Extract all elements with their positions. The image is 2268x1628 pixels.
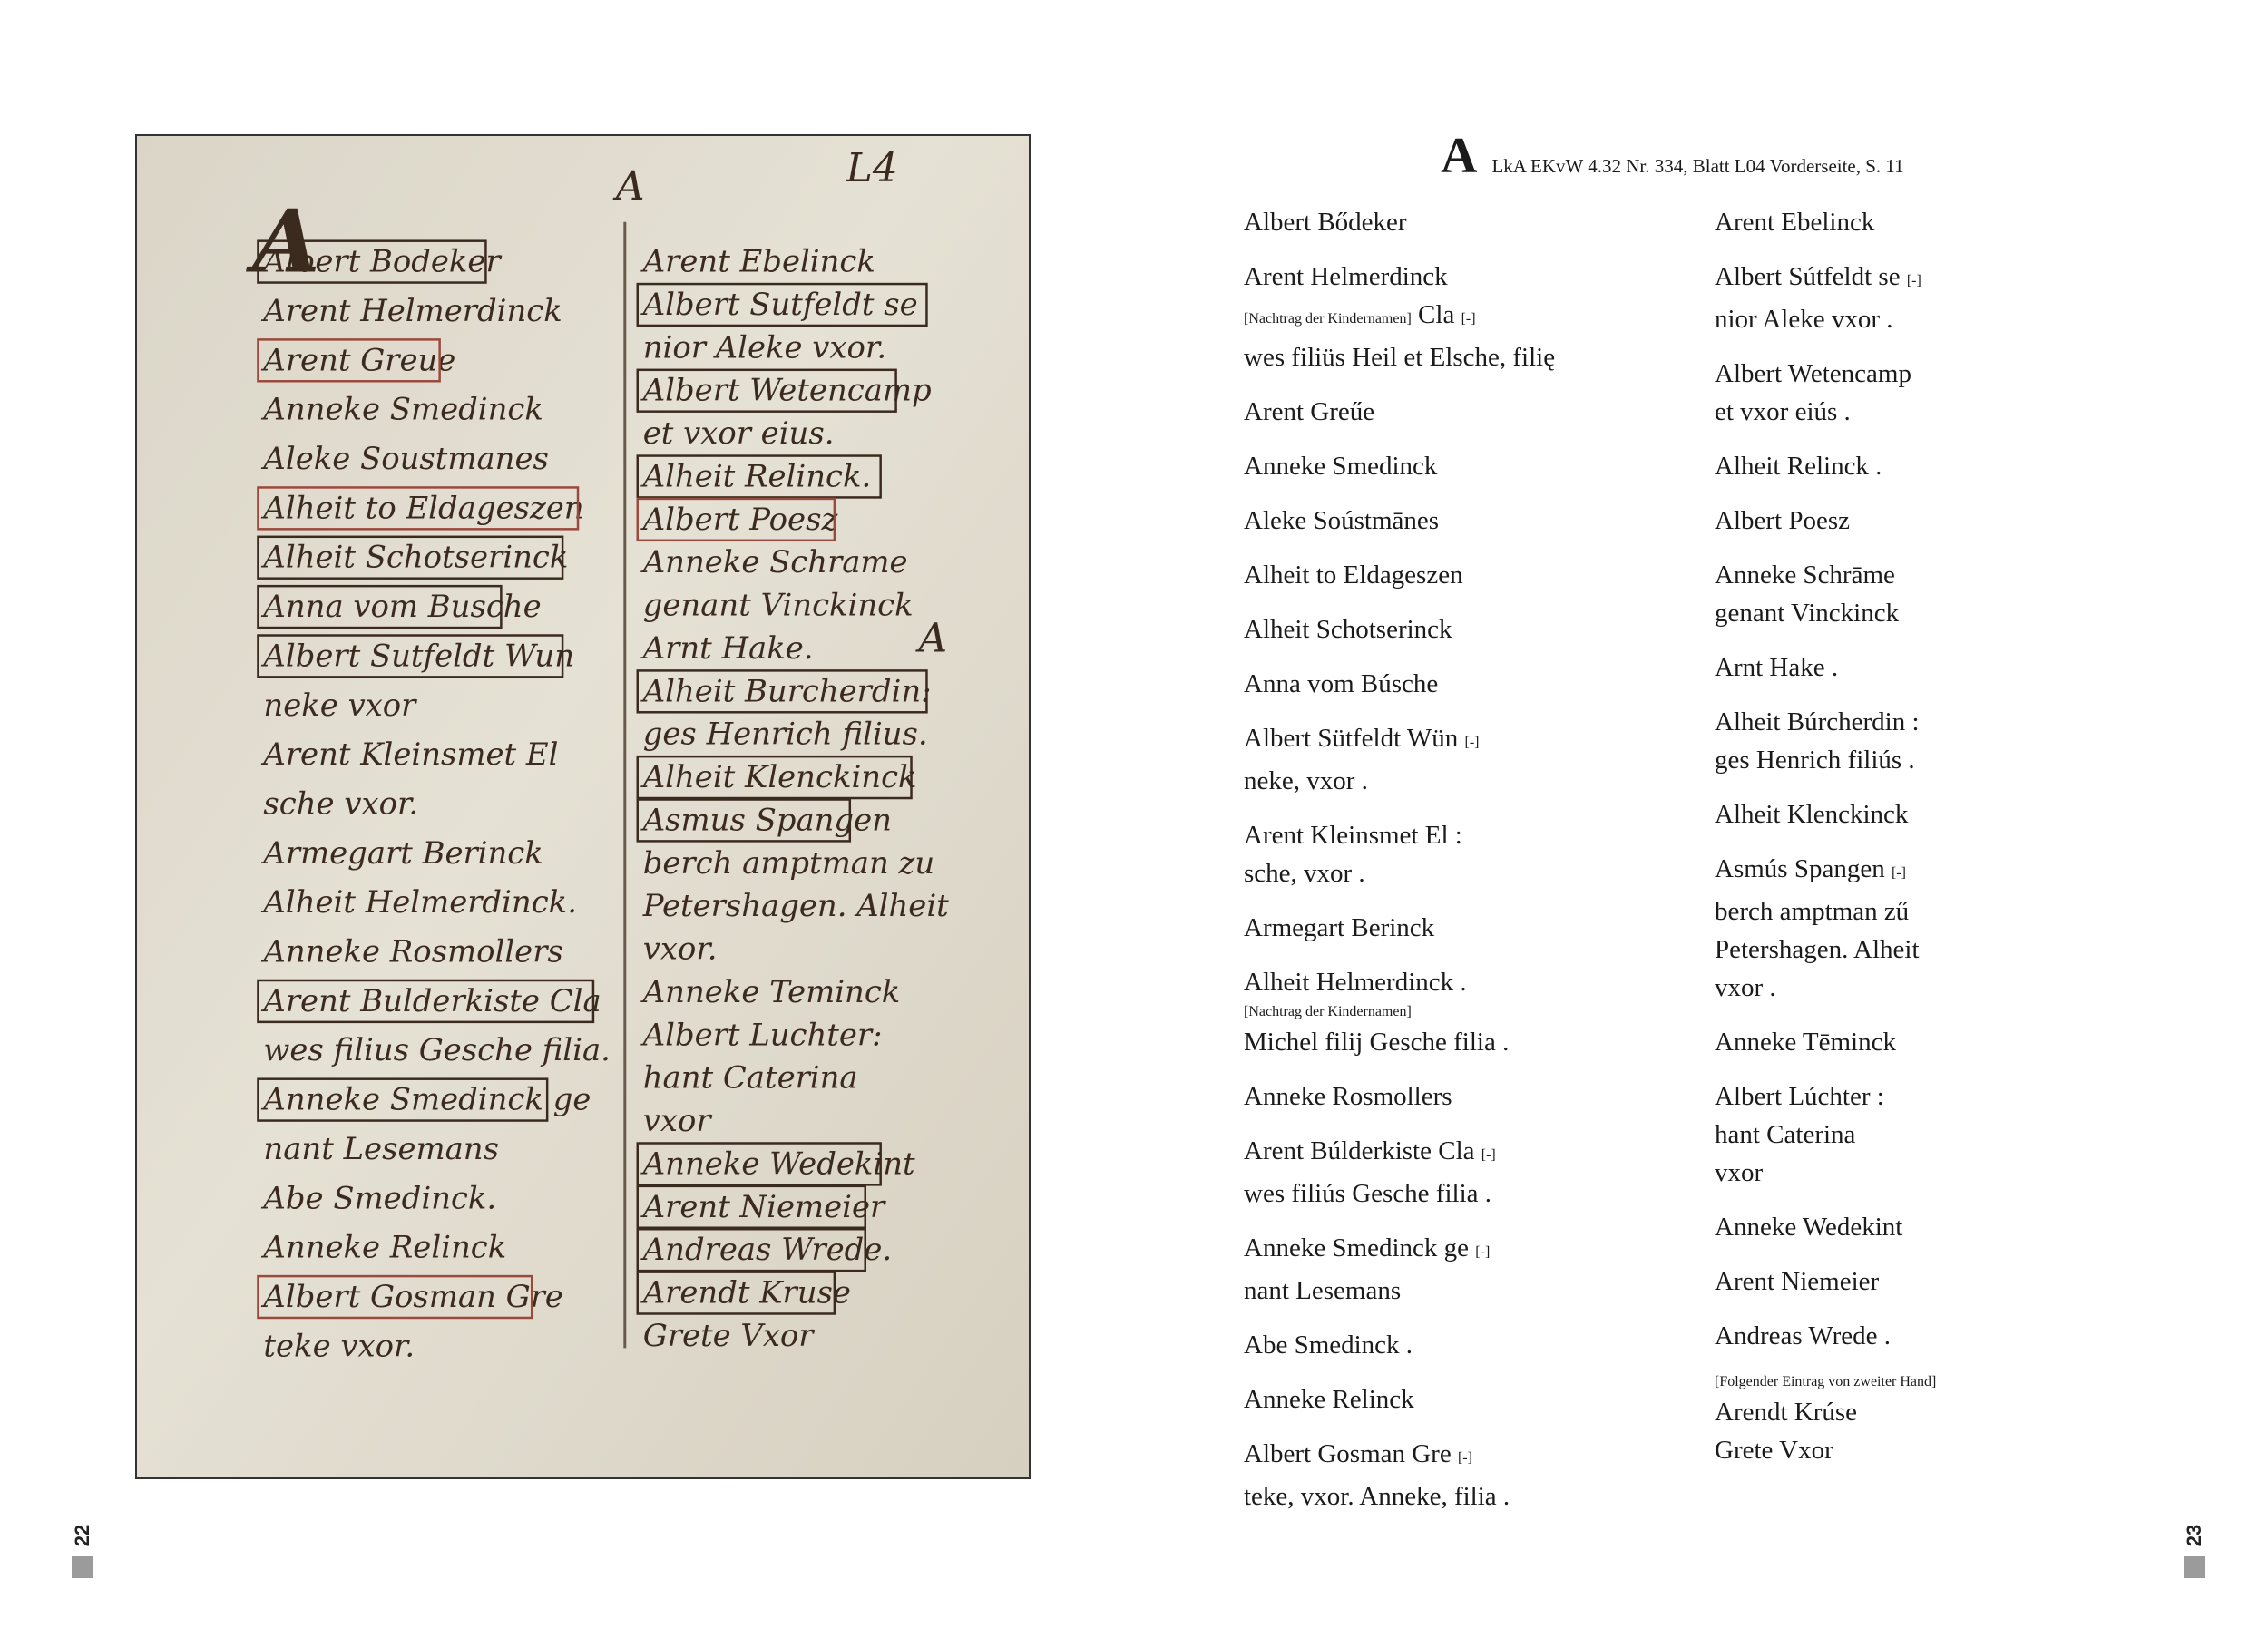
entry-line: Albert Gosman Gre [-]	[1244, 1439, 1472, 1468]
manuscript-handwritten-line: Albert Gosman Gre	[263, 1278, 563, 1315]
transcription-entry	[1244, 1077, 1679, 1116]
entry-line: Arent Niemeier	[1715, 1267, 1880, 1296]
transcription-entry	[1244, 1326, 1679, 1364]
entry-line: Armegart Berinck	[1244, 913, 1435, 942]
manuscript-handwritten-line: Anna vom Busche	[263, 589, 542, 625]
manuscript-handwritten-line: Arent Ebelinck	[642, 243, 875, 279]
manuscript-handwritten-line: Anneke Relinck	[263, 1229, 507, 1265]
transcription-entry	[1244, 1132, 1679, 1213]
entry-line: Albert Poesz	[1715, 506, 1850, 535]
entry-line: Arent Helmerdinck	[1244, 262, 1448, 291]
manuscript-handwritten-line: Albert Wetencamp	[642, 372, 932, 408]
manuscript-handwritten-line: nior Aleke vxor.	[642, 329, 887, 366]
entry-line: Arendt Krúse	[1715, 1398, 1858, 1427]
manuscript-handwritten-line: Arent Kleinsmet El	[263, 736, 559, 773]
entry-line: Arent Ebelinck	[1715, 208, 1875, 237]
manuscript-handwritten-line: nant Lesemans	[263, 1130, 499, 1166]
transcription-entry	[1244, 393, 1679, 431]
manuscript-handwritten-line: Petershagen. Alheit	[642, 888, 949, 924]
entry-line: Alheit Relinck .	[1715, 452, 1882, 481]
transcription-entry	[1244, 719, 1679, 800]
manuscript-handwritten-line: Asmus Spangen	[642, 802, 892, 838]
entry-line: Anneke Tēminck	[1715, 1028, 1896, 1057]
manuscript-initial: A	[252, 190, 320, 293]
entry-line: hant Caterina	[1715, 1120, 1856, 1149]
transcription-entry	[1244, 1380, 1679, 1418]
entry-line: Alheit Klenckinck	[1715, 800, 1909, 829]
hyphen-mark: [-]	[1457, 1450, 1472, 1466]
entry-line: berch amptman zű	[1715, 897, 1910, 926]
transcription-entry	[1244, 502, 1679, 540]
transcription-entry	[1715, 1371, 2150, 1469]
entry-line: Albert Bődeker	[1244, 208, 1407, 237]
transcription-entry	[1244, 816, 1679, 892]
manuscript-image	[135, 134, 1031, 1479]
entry-line: Albert Sütfeldt Wün [-]	[1244, 724, 1480, 753]
transcription-entry	[1715, 1077, 2150, 1192]
manuscript-handwritten-line: Alheit Helmerdinck.	[263, 884, 577, 921]
manuscript-handwritten-line: Arent Greue	[263, 342, 456, 378]
transcription-entry	[1715, 703, 2150, 779]
entry-line: neke, vxor .	[1244, 766, 1368, 795]
manuscript-handwritten-line: Anneke Wedekint	[642, 1145, 915, 1182]
manuscript-small-letter-right: A	[918, 615, 948, 662]
manuscript-handwritten-line: neke vxor	[263, 687, 416, 723]
transcription-left-column	[1244, 203, 1679, 1532]
entry-line: Alheit Búrcherdin :	[1715, 707, 1920, 736]
manuscript-handwritten-line: Alheit Burcherdin:	[642, 673, 932, 709]
entry-line: wes filiús Gesche filia .	[1244, 1179, 1492, 1208]
manuscript-handwritten-line: Arent Niemeier	[642, 1188, 885, 1224]
manuscript-handwritten-line: Anneke Schrame	[642, 544, 908, 580]
manuscript-handwritten-line: Albert Bodeker	[263, 243, 501, 279]
transcription-entry	[1715, 1317, 2150, 1355]
entry-line: Aleke Soústmānes	[1244, 506, 1440, 535]
page-mark: L4	[846, 144, 898, 191]
manuscript-handwritten-line: Grete Vxor	[642, 1317, 814, 1353]
hyphen-mark: [-]	[1464, 735, 1480, 750]
manuscript-handwritten-line: Arent Helmerdinck	[263, 292, 562, 328]
manuscript-handwritten-line: Anneke Teminck	[642, 973, 901, 1009]
manuscript-handwritten-line: Albert Luchter:	[642, 1017, 883, 1053]
manuscript-handwritten-line: Abe Smedinck.	[263, 1180, 497, 1216]
entry-line: Arent Búlderkiste Cla [-]	[1244, 1136, 1496, 1165]
transcription-entry	[1715, 1262, 2150, 1301]
manuscript-small-letter: A	[615, 162, 645, 210]
entry-line: Asmús Spangen [-]	[1715, 854, 1906, 883]
entry-line: teke, vxor. Anneke, filia .	[1244, 1482, 1510, 1511]
hyphen-mark: [-]	[1481, 1147, 1496, 1163]
entry-line: Albert Wetencamp	[1715, 359, 1911, 388]
manuscript-handwritten-line: Anneke Smedinck ge	[263, 1081, 591, 1117]
hyphen-mark: [-]	[1891, 865, 1906, 881]
manuscript-handwritten-line: vxor.	[642, 931, 718, 967]
manuscript-handwritten-line: Aleke Soustmanes	[263, 440, 549, 477]
entry-line: Arent Kleinsmet El :	[1244, 821, 1462, 850]
transcription-entry	[1244, 963, 1679, 1061]
manuscript-handwritten-line: et vxor eius.	[642, 415, 835, 452]
entry-line: Petershagen. Alheit	[1715, 935, 1920, 964]
manuscript-handwritten-line: berch amptman zu	[642, 844, 935, 881]
manuscript-handwritten-line: sche vxor.	[263, 785, 419, 822]
editorial-note: [Folgender Eintrag von zweiter Hand]	[1715, 1374, 1937, 1389]
transcription-entry	[1244, 258, 1679, 376]
entry-line: Abe Smedinck .	[1244, 1331, 1413, 1360]
entry-line: et vxor eiús .	[1715, 397, 1851, 426]
transcription-entry	[1715, 355, 2150, 431]
entry-line: Arnt Hake .	[1715, 653, 1839, 682]
transcription-entry	[1244, 1229, 1679, 1310]
transcription-entry	[1715, 203, 2150, 241]
transcription-entry	[1244, 203, 1679, 241]
editorial-note: [Nachtrag der Kindernamen]	[1244, 311, 1412, 327]
page-marker-left	[72, 1556, 93, 1578]
entry-line: vxor .	[1715, 973, 1776, 1002]
entry-line: Anneke Wedekint	[1715, 1213, 1903, 1242]
archive-reference: LkA EKvW 4.32 Nr. 334, Blatt L04 Vorderseite, S. 11	[1491, 155, 1904, 177]
manuscript-handwritten-line: Alheit Klenckinck	[642, 759, 917, 795]
manuscript-handwritten-line: Alheit Relinck.	[642, 458, 872, 494]
entry-line: vxor	[1715, 1158, 1764, 1187]
entry-line: nant Lesemans	[1244, 1276, 1402, 1305]
manuscript-drawing	[137, 136, 1029, 1477]
transcription-header	[1441, 127, 1904, 185]
manuscript-handwritten-line: Alheit Schotserinck	[263, 539, 569, 575]
manuscript-handwritten-line: Anneke Rosmollers	[263, 933, 563, 970]
entry-line: Michel filij Gesche filia .	[1244, 1028, 1510, 1057]
entry-line: Grete Vxor	[1715, 1436, 1833, 1465]
manuscript-handwritten-line: Armegart Berinck	[263, 834, 543, 871]
page-number-right: 23	[2183, 1524, 2205, 1547]
manuscript-handwritten-line: Alheit to Eldageszen	[263, 490, 584, 526]
transcription-right-column	[1715, 203, 2150, 1486]
transcription-entry	[1244, 556, 1679, 594]
entry-line: Andreas Wrede .	[1715, 1321, 1891, 1350]
transcription-entry	[1715, 648, 2150, 687]
transcription-entry	[1715, 1023, 2150, 1061]
manuscript-handwritten-line: vxor	[642, 1103, 711, 1139]
transcription-entry	[1244, 665, 1679, 703]
entry-line: ges Henrich filiús .	[1715, 746, 1915, 775]
manuscript-handwritten-line: hant Caterina	[642, 1059, 858, 1096]
manuscript-handwritten-line: Albert Sutfeldt Wun	[263, 638, 575, 674]
transcription-entry	[1715, 447, 2150, 485]
transcription-entry	[1715, 258, 2150, 338]
entry-line: Anneke Rosmollers	[1244, 1082, 1452, 1111]
manuscript-handwritten-line: Arnt Hake.	[642, 629, 814, 666]
entry-line: Anneke Schrāme	[1715, 561, 1895, 590]
entry-line: Alheit Schotserinck	[1244, 615, 1452, 644]
manuscript-handwritten-line: ges Henrich filius.	[642, 716, 928, 752]
entry-line: Albert Lúchter :	[1715, 1082, 1884, 1111]
entry-line: Alheit to Eldageszen	[1244, 561, 1463, 590]
manuscript-handwritten-line: Albert Poesz	[642, 501, 838, 537]
manuscript-handwritten-line: Andreas Wrede.	[642, 1232, 893, 1268]
transcription-entry	[1244, 447, 1679, 485]
manuscript-handwritten-line: Albert Sutfeldt se	[642, 286, 918, 322]
hyphen-mark: [-]	[1461, 311, 1476, 327]
transcription-entry	[1715, 795, 2150, 833]
transcription-entry	[1244, 1435, 1679, 1516]
transcription-entry	[1715, 850, 2150, 1007]
entry-line: Anneke Smedinck ge [-]	[1244, 1233, 1491, 1262]
hyphen-mark: [-]	[1906, 273, 1921, 288]
entry-line: sche, vxor .	[1244, 859, 1365, 888]
entry-line: Anna vom Búsche	[1244, 669, 1439, 698]
entry-line: Anneke Smedinck	[1244, 452, 1438, 481]
header-letter: A	[1441, 128, 1478, 184]
transcription-entry	[1244, 610, 1679, 648]
manuscript-handwritten-line: genant Vinckinck	[642, 587, 914, 623]
entry-line: [Nachtrag der Kindernamen] Cla [-]	[1244, 300, 1476, 329]
page-number-left: 22	[71, 1524, 93, 1547]
manuscript-handwritten-line: wes filius Gesche filia.	[263, 1032, 611, 1068]
page-marker-right	[2184, 1556, 2205, 1578]
entry-line: Albert Sútfeldt se [-]	[1715, 262, 1921, 291]
transcription-entry	[1244, 909, 1679, 947]
manuscript-handwritten-line: Arendt Kruse	[642, 1274, 851, 1311]
transcription-entry	[1715, 556, 2150, 632]
entry-line: Anneke Relinck	[1244, 1385, 1414, 1414]
hyphen-mark: [-]	[1475, 1244, 1491, 1260]
entry-line: Alheit Helmerdinck .	[1244, 968, 1467, 997]
entry-line: genant Vinckinck	[1715, 599, 1900, 628]
entry-line: Arent Greűe	[1244, 397, 1375, 426]
transcription-entry	[1715, 1208, 2150, 1246]
entry-line: nior Aleke vxor .	[1715, 305, 1893, 334]
manuscript-handwritten-line: Arent Bulderkiste Cla	[263, 982, 601, 1019]
editorial-note: [Nachtrag der Kindernamen]	[1244, 1004, 1412, 1019]
manuscript-handwritten-line: Anneke Smedinck	[263, 391, 543, 427]
manuscript-handwritten-line: teke vxor.	[263, 1328, 415, 1364]
transcription-entry	[1715, 502, 2150, 540]
entry-line: wes filiüs Heil et Elsche, filię	[1244, 343, 1556, 372]
